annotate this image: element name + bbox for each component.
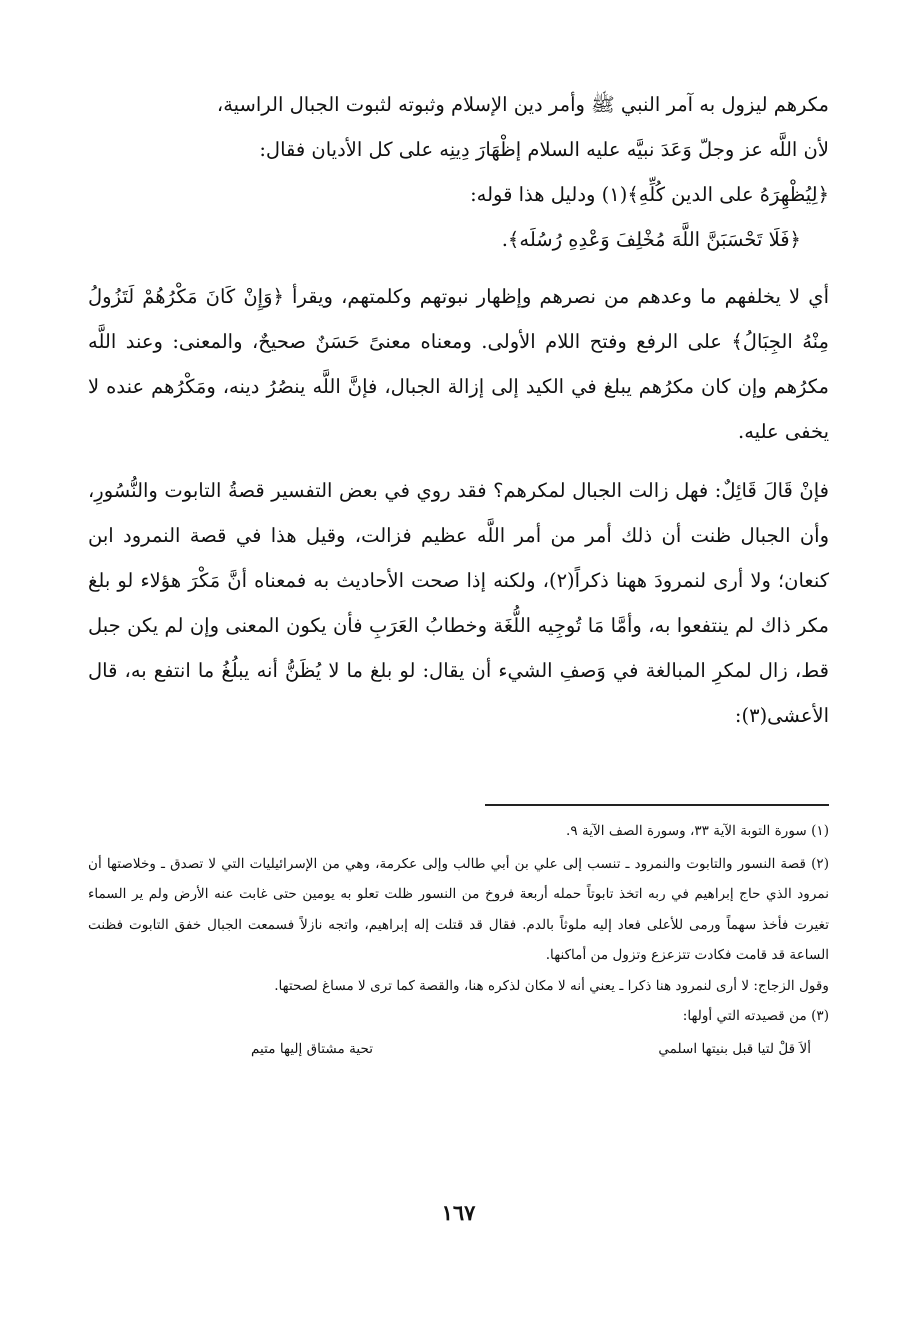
- quran-verse: ﴿فَلَا تَحْسَبَنَّ اللَّهَ مُخْلِفَ وَعْدِهِ رُسُلَه﴾.: [501, 228, 801, 251]
- paragraph-1-line-2: لأن اللَّه عز وجلّ وَعَدَ نبيَّه عليه السلام إظْهَارَ دِينِه على كل الأديان فقال:: [259, 138, 829, 161]
- paragraph-1-line-1: مكرهم ليزول به آمر النبي ﷺ وأمر دين الإسلام وثبوته لثبوت الجبال الراسية،: [216, 93, 829, 116]
- poem-second-hemistich: تحية مشتاق إليها متيم: [251, 1040, 374, 1057]
- footnote-1: (١) سورة التوبة الآية ٣٣، وسورة الصف الآية ٩.: [566, 823, 829, 839]
- paragraph-3: فإنْ قَالَ قَائِلٌ: فهل زالت الجبال لمكرهم؟ فقد روي في بعض التفسير قصةُ التابوت والنُّسُورِ، وأن الجبال ظنت أن ذلك أمر من أمر اللَّه عظيم فزالت، وقيل هذا في قصة النمرود ابن كنعان؛ ولا أرى لنمرودَ ههنا ذكراً(٢)، ولكنه إذا صحت الأحاديث به فمعناه أنَّ مَكْرَ هؤلاء لو بلغ مكر ذاك لم ينتفعوا به، وأمَّا مَا تُوجِيه اللُّغَة وخطابُ العَرَبِ فأن يكون المعنى وإن لم يكن جبل قط، زال لمكرِ المبالغة في وَصفِ الشيء أن يقال: لو بلغ ما لا يُظَنُّ أنه يبلُغُ ما انتفع به، قال الأعشى(٣):: [88, 479, 829, 727]
- footnote-2-continuation: وقول الزجاج: لا أرى لنمرود هنا ذكرا ـ يعني أنه لا مكان لذكره هنا، والقصة كما ترى لا مساغ لصحتها.: [274, 977, 829, 994]
- paragraph-1-line-3: ﴿لِيُظْهِرَهُ على الدين كُلِّهِ﴾(١) ودليل هذا قوله:: [470, 183, 829, 206]
- paragraph-1: [88, 82, 829, 262]
- footnote-3: (٣) من قصيدته التي أولها:: [682, 1008, 829, 1024]
- poem-verse: [251, 1034, 811, 1065]
- book-page: [88, 82, 829, 1272]
- page-number: ١٦٧: [441, 1200, 476, 1225]
- footnote-divider: [485, 804, 829, 806]
- footnote-2: (٢) قصة النسور والتابوت والنمرود ـ تنسب إلى علي بن أبي طالب وإلى عكرمة، وهي من الإسرائيليات التي لا تصدق ـ وخلاصتها أن نمرود الذي حاج إبراهيم في ربه اتخذ تابوتاً حمله أربعة فروخ من النسور ظلت تعلو به يومين حتى غابت عنه الأرض ولم ير السماء تغيرت فأخذ سهماً ورمى للأعلى فعاد إليه ملوثاً بالدم. فقال قد قتلت إله إبراهيم، واتجه نازلاً فسمعت الجبال خفق التابوت فظنت الساعة قد قامت فكادت تتزعزع وتزول من أماكنها.: [88, 855, 829, 963]
- footnotes: [88, 816, 829, 1064]
- poem-first-hemistich: ألاَ قلْ لتيا قبل بنيتها اسلمي: [658, 1040, 811, 1057]
- paragraph-2: أي لا يخلفهم ما وعدهم من نصرهم وإظهار نبوتهم وكلمتهم، ويقرأ ﴿وَإِنْ كَانَ مَكْرُهُمْ لَتَزُولُ مِنْهُ الجِبَالُ﴾ على الرفع وفتح اللام الأولى. ومعناه معنىً حَسَنٌ صحيحٌ، والمعنى: وعند اللَّه مكرُهم وإن كان مكرُهم يبلغ في الكيد إلى إزالة الجبال، فإنَّ اللَّه ينصُرُ دينه، ومَكْرُهم عنده لا يخفى عليه.: [88, 285, 829, 443]
- main-text: [88, 82, 829, 738]
